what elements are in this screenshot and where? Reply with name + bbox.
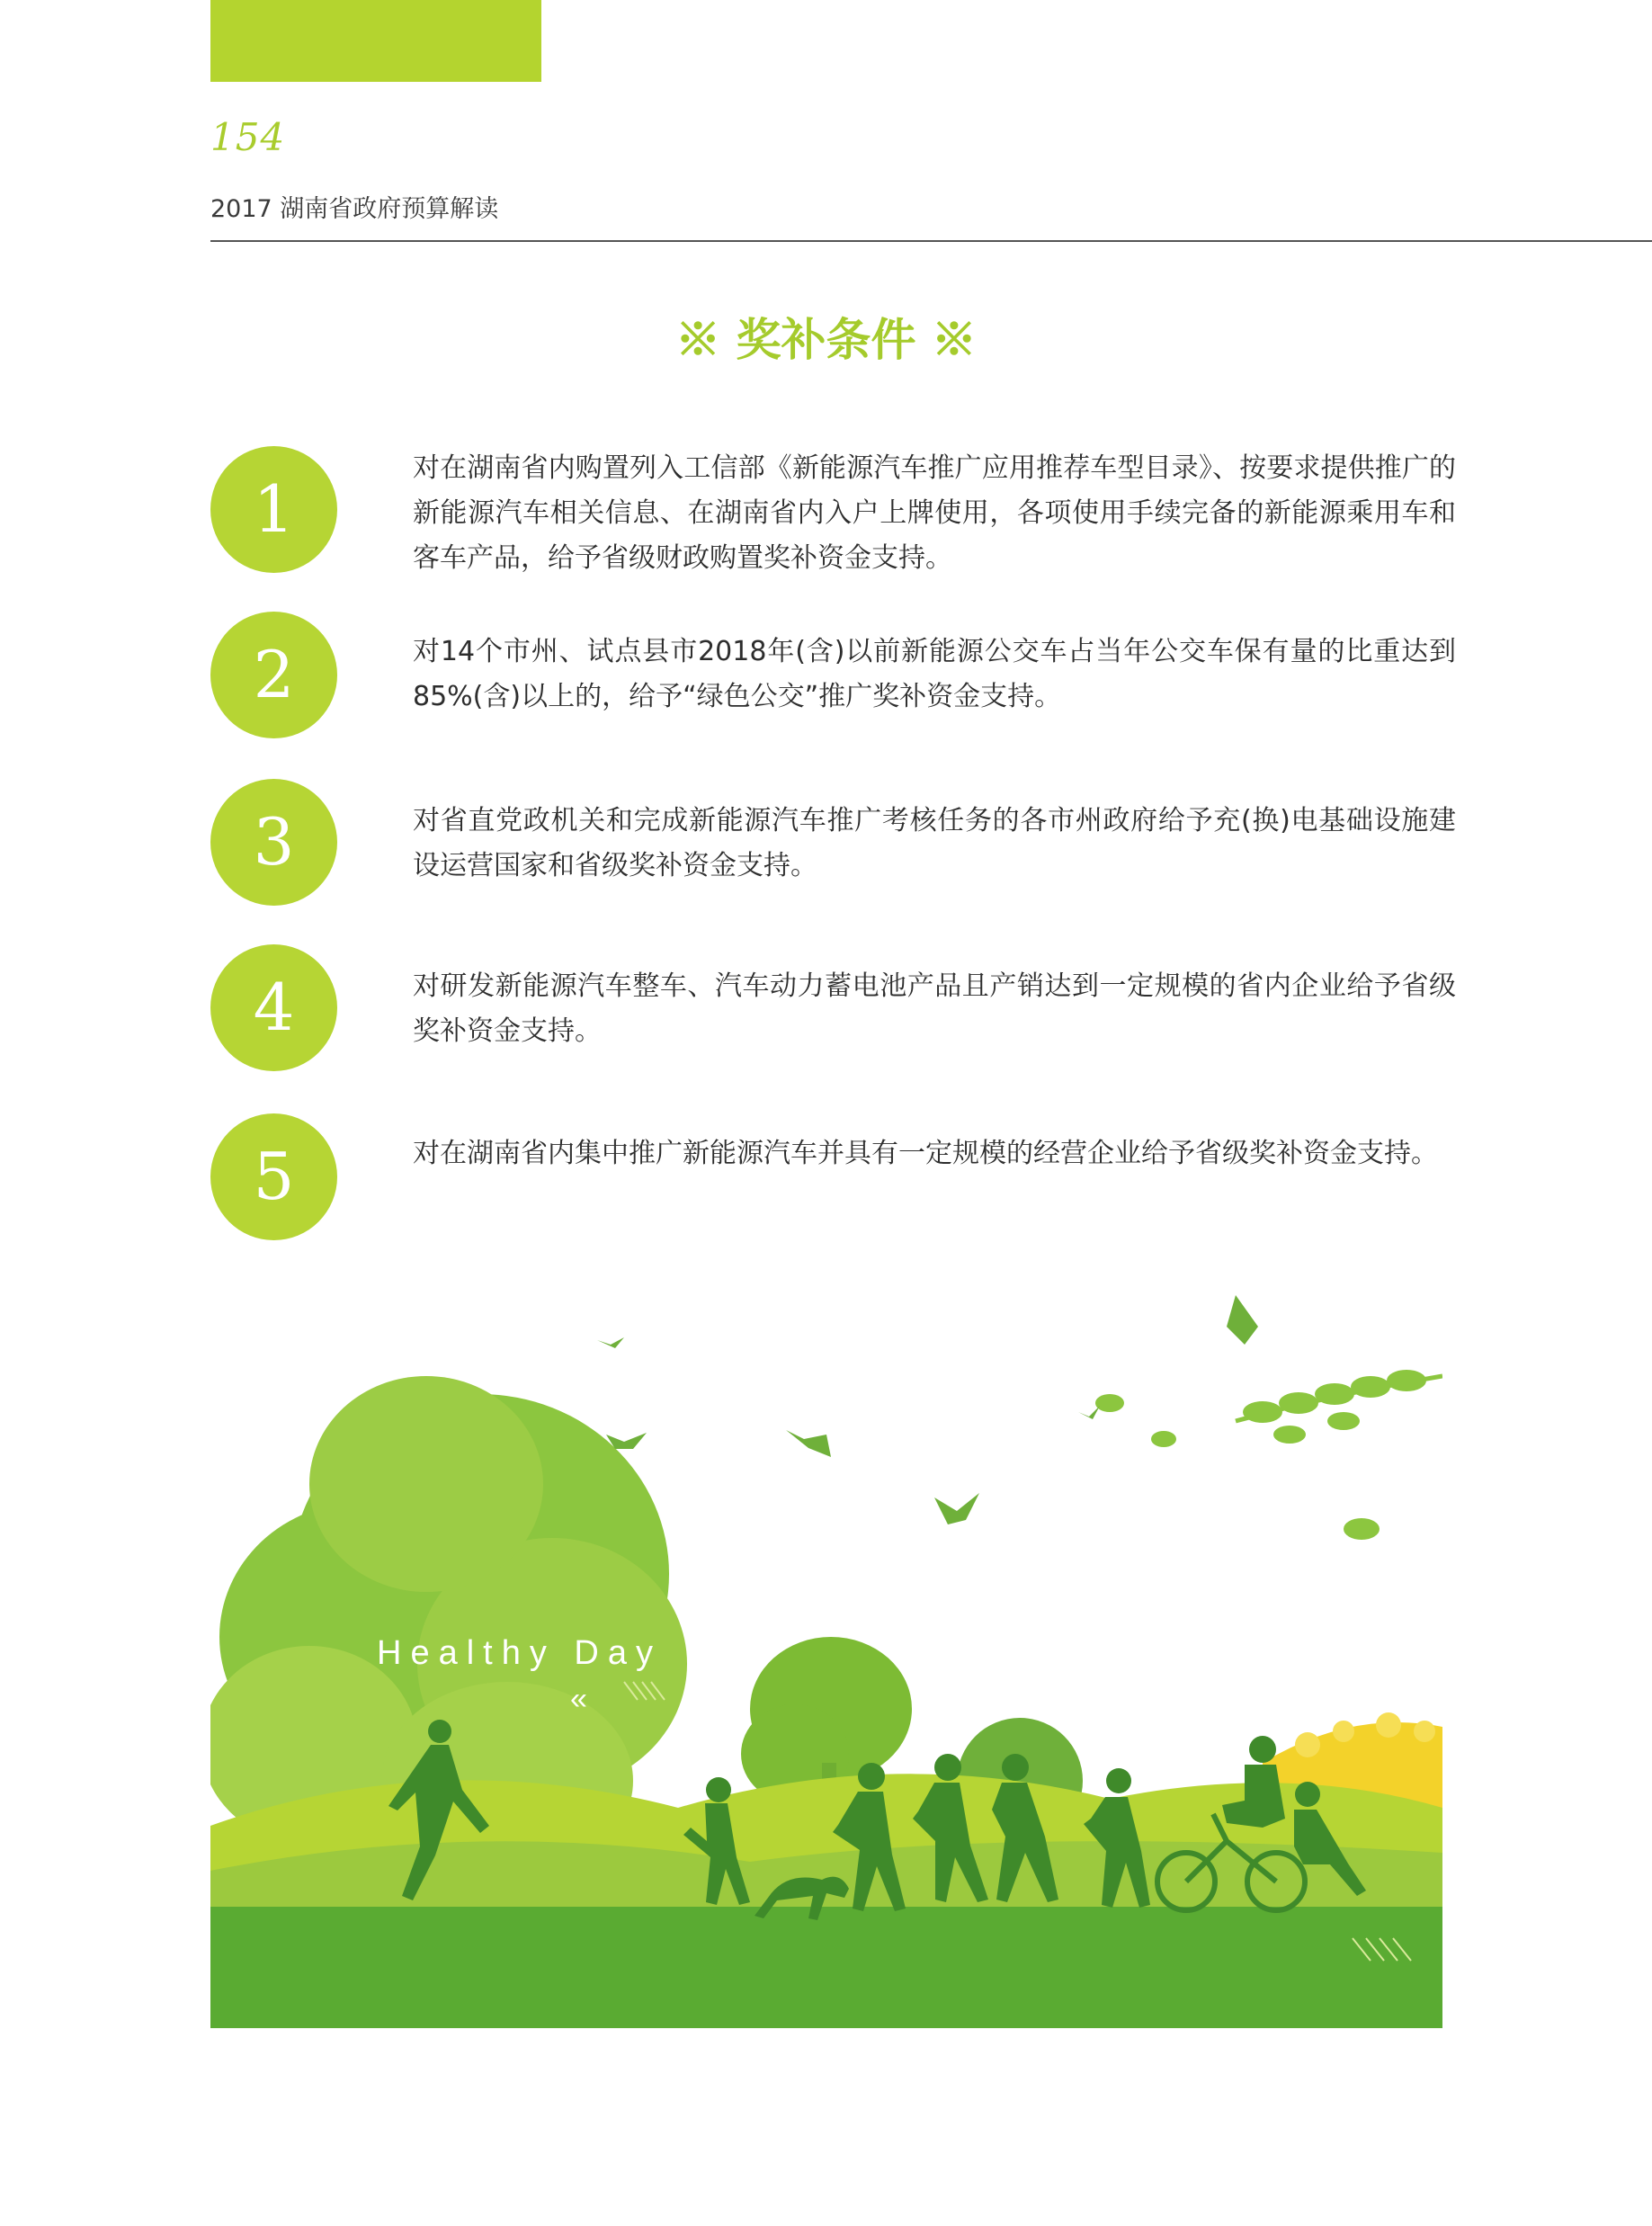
illustration-svg (210, 1277, 1442, 2028)
birds-icon (597, 1295, 1258, 1524)
item-text: 对省直党政机关和完成新能源汽车推广考核任务的各市州政府给予充(换)电基础设施建设运营国家和省级奖补资金支持。 (413, 805, 1456, 881)
number-badge: 5 (210, 1113, 337, 1240)
number-badge: 3 (210, 779, 337, 906)
item-text: 对14个市州、试点县市2018年(含)以前新能源公交车占当年公交车保有量的比重达到85%(含)以上的，给予“绿色公交”推广奖补资金支持。 (413, 636, 1456, 712)
header-color-bar (210, 0, 541, 82)
section-title: ※ 奖补条件 ※ (675, 313, 977, 366)
number-badge: 4 (210, 944, 337, 1071)
item-text: 对在湖南省内购置列入工信部《新能源汽车推广应用推荐车型目录》、按要求提供推广的新能源汽车相关信息、在湖南省内入户上牌使用，各项使用手续完备的新能源乘用车和客车产品，给予省级财政购置奖补资金支持。 (413, 452, 1456, 574)
number-badge: 1 (210, 446, 337, 573)
item-text: 对研发新能源汽车整车、汽车动力蓄电池产品且产销达到一定规模的省内企业给予省级奖补资金支持。 (413, 970, 1456, 1047)
item-text: 对在湖南省内集中推广新能源汽车并具有一定规模的经营企业给予省级奖补资金支持。 (413, 1138, 1438, 1169)
running-head: 2017 湖南省政府预算解读 (210, 195, 499, 223)
healthy-day-illustration (210, 1277, 1442, 2028)
page-number: 154 (210, 115, 286, 159)
number-badge: 2 (210, 612, 337, 738)
illustration-caption: Healthy Day (377, 1634, 662, 1672)
leaf-branch-icon (1095, 1370, 1442, 1540)
header-rule (210, 240, 1652, 242)
double-arrow-icon: « (570, 1682, 587, 1716)
